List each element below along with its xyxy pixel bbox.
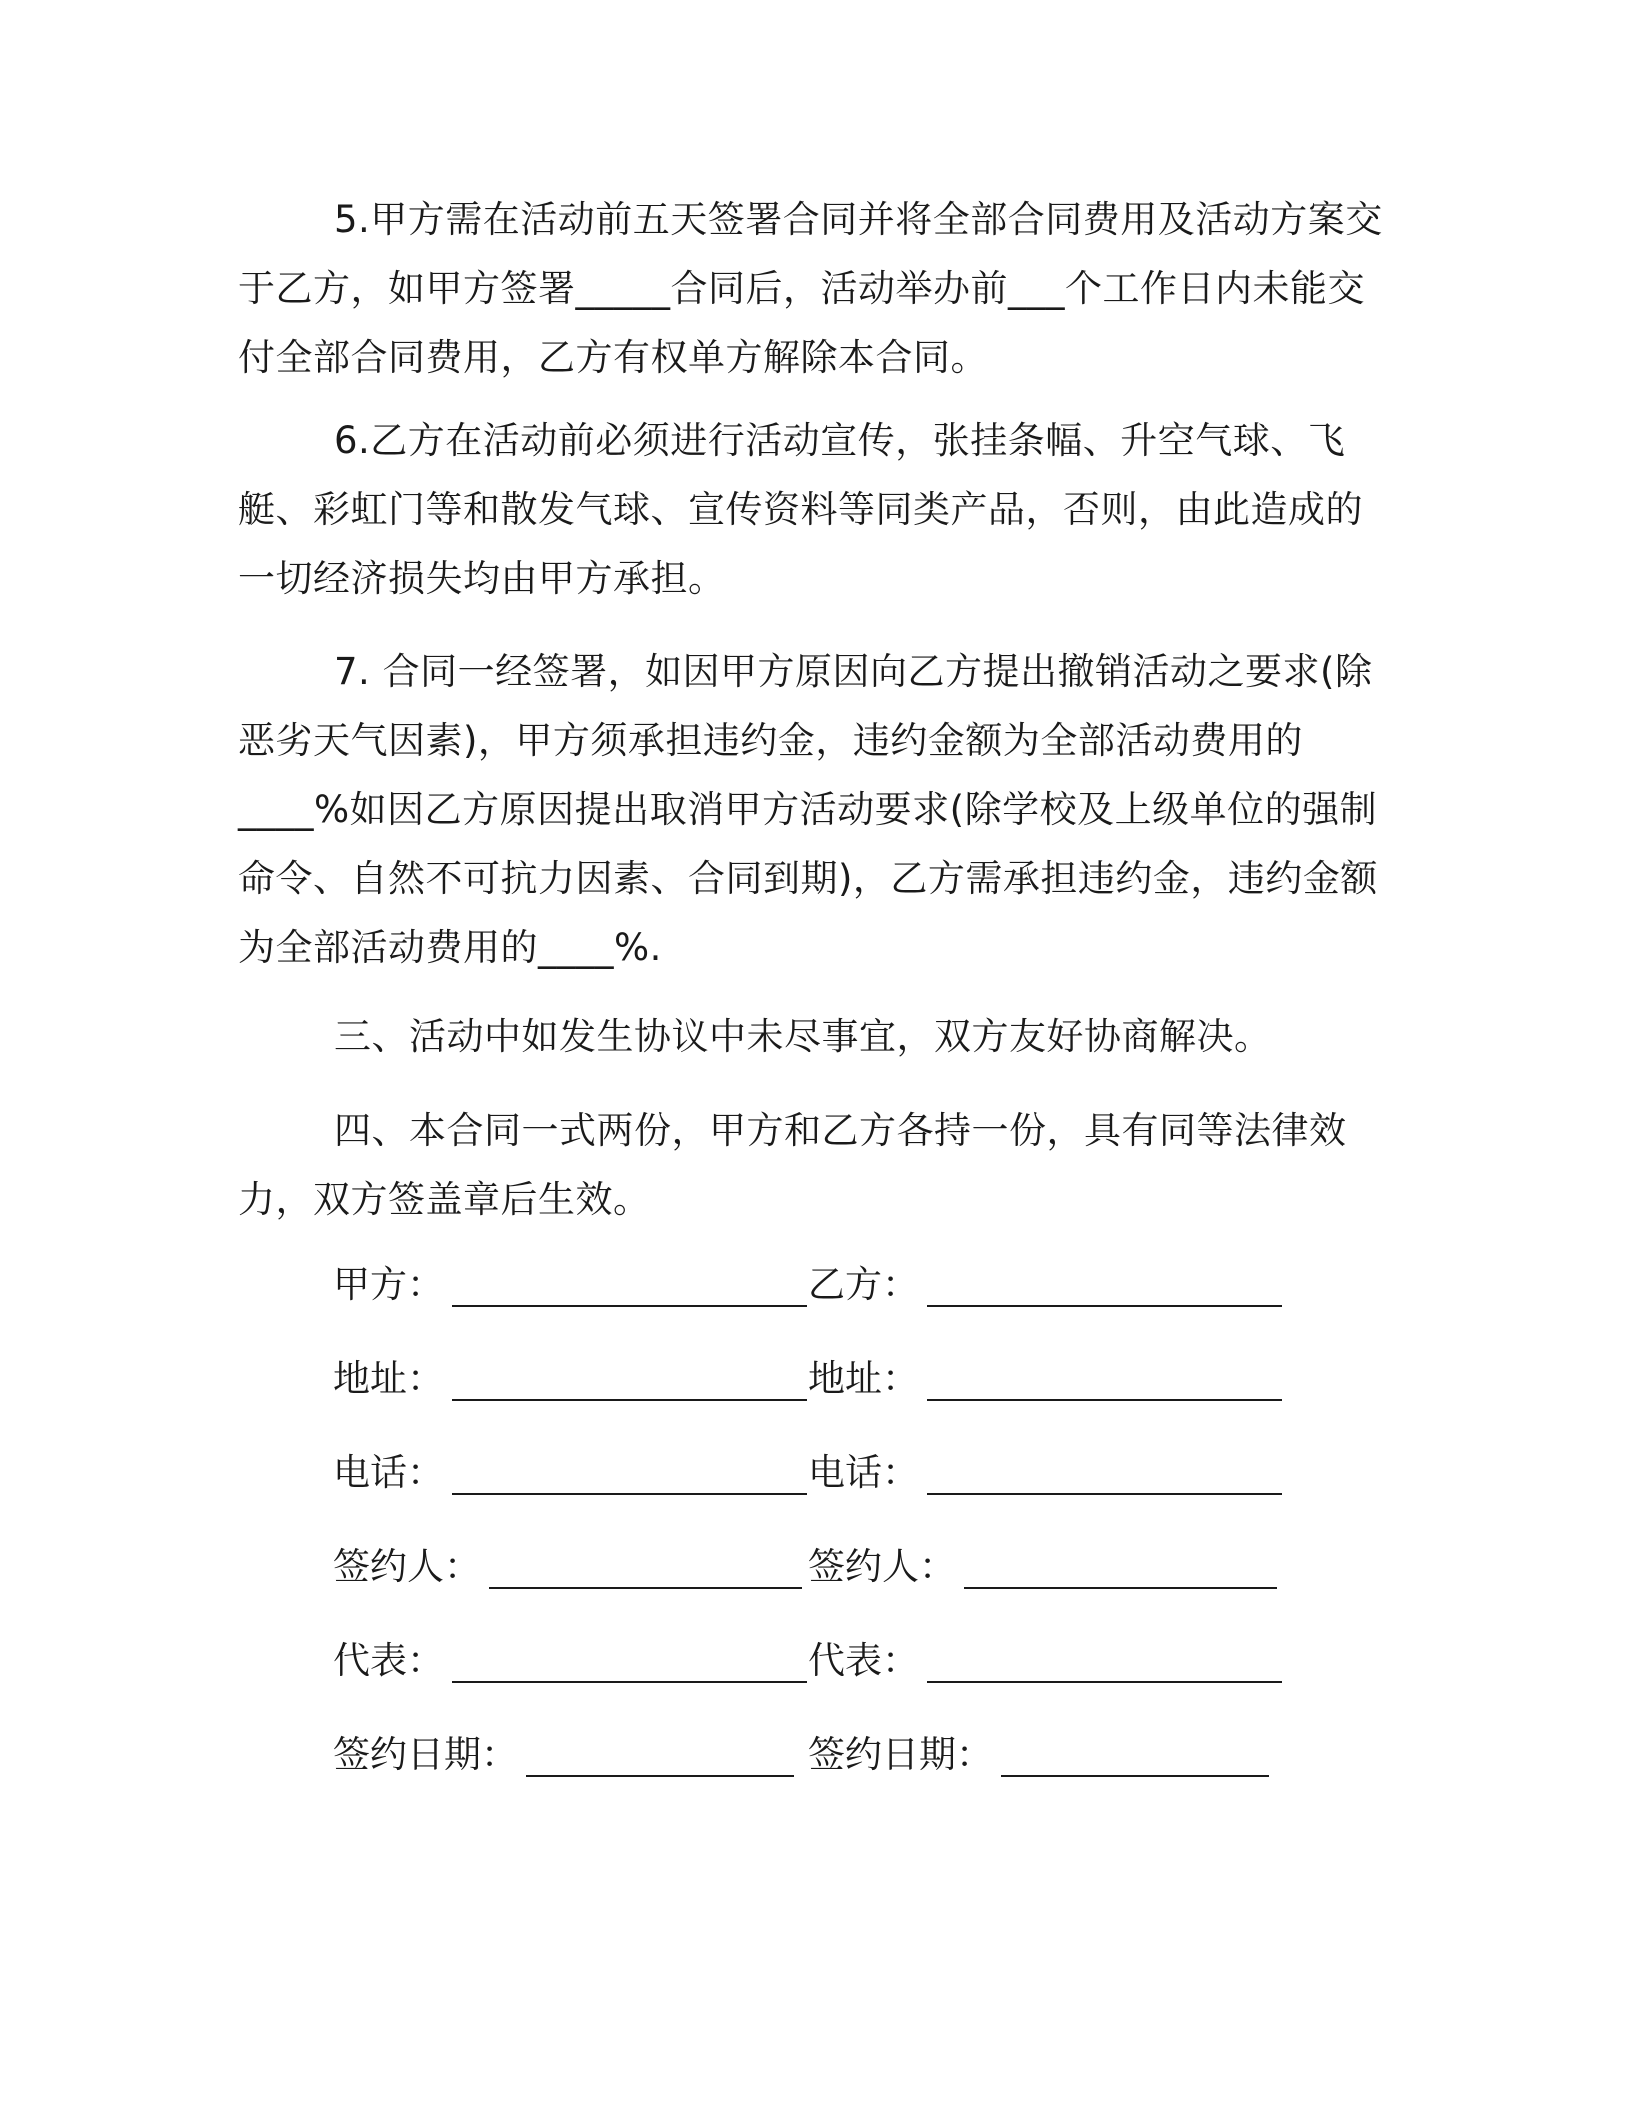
signer-a-label: 签约人：: [333, 1545, 481, 1588]
party-b-label: 乙方：: [808, 1263, 919, 1306]
signer-b-blank[interactable]: [964, 1587, 1277, 1589]
phone-a-label: 电话：: [333, 1451, 444, 1494]
clause-5: 5.甲方需在活动前五天签署合同并将全部合同费用及活动方案交于乙方，如甲方签署_____合同后，活动举办前___个工作日内未能交付全部合同费用，乙方有权单方解除本合同。: [238, 198, 1383, 379]
representative-a-blank[interactable]: [452, 1681, 807, 1683]
party-a-blank[interactable]: [452, 1305, 807, 1307]
representative-a-label: 代表：: [333, 1639, 444, 1682]
address-b-label: 地址：: [808, 1357, 919, 1400]
party-a-label: 甲方：: [333, 1263, 444, 1306]
sign-date-a-blank[interactable]: [526, 1775, 794, 1777]
representative-b-label: 代表：: [808, 1639, 919, 1682]
clause-6: 6.乙方在活动前必须进行活动宣传，张挂条幅、升空气球、飞艇、彩虹门等和散发气球、宣传资料等同类产品，否则，由此造成的一切经济损失均由甲方承担。: [238, 419, 1363, 600]
clause-7: 7. 合同一经签署，如因甲方原因向乙方提出撤销活动之要求(除恶劣天气因素)，甲方须承担违约金，违约金额为全部活动费用的 ____%如因乙方原因提出取消甲方活动要求(除学校及上级单位的强制命令、自然不可抗力因素、合同到期)，乙方需承担违约金，违约金额为全部活动费用的____%.: [238, 650, 1378, 969]
phone-a-blank[interactable]: [452, 1493, 807, 1495]
sign-date-a-label: 签约日期：: [333, 1733, 518, 1776]
address-a-blank[interactable]: [452, 1399, 807, 1401]
representative-b-blank[interactable]: [927, 1681, 1282, 1683]
section-3: 三、活动中如发生协议中未尽事宜，双方友好协商解决。: [334, 1015, 1272, 1058]
signer-b-label: 签约人：: [808, 1545, 956, 1588]
sign-date-b-label: 签约日期：: [808, 1733, 993, 1776]
sign-date-b-blank[interactable]: [1001, 1775, 1269, 1777]
address-b-blank[interactable]: [927, 1399, 1282, 1401]
section-4: 四、本合同一式两份，甲方和乙方各持一份，具有同等法律效力，双方签盖章后生效。: [238, 1109, 1347, 1221]
signer-a-blank[interactable]: [489, 1587, 802, 1589]
phone-b-label: 电话：: [808, 1451, 919, 1494]
phone-b-blank[interactable]: [927, 1493, 1282, 1495]
party-b-blank[interactable]: [927, 1305, 1282, 1307]
address-a-label: 地址：: [333, 1357, 444, 1400]
